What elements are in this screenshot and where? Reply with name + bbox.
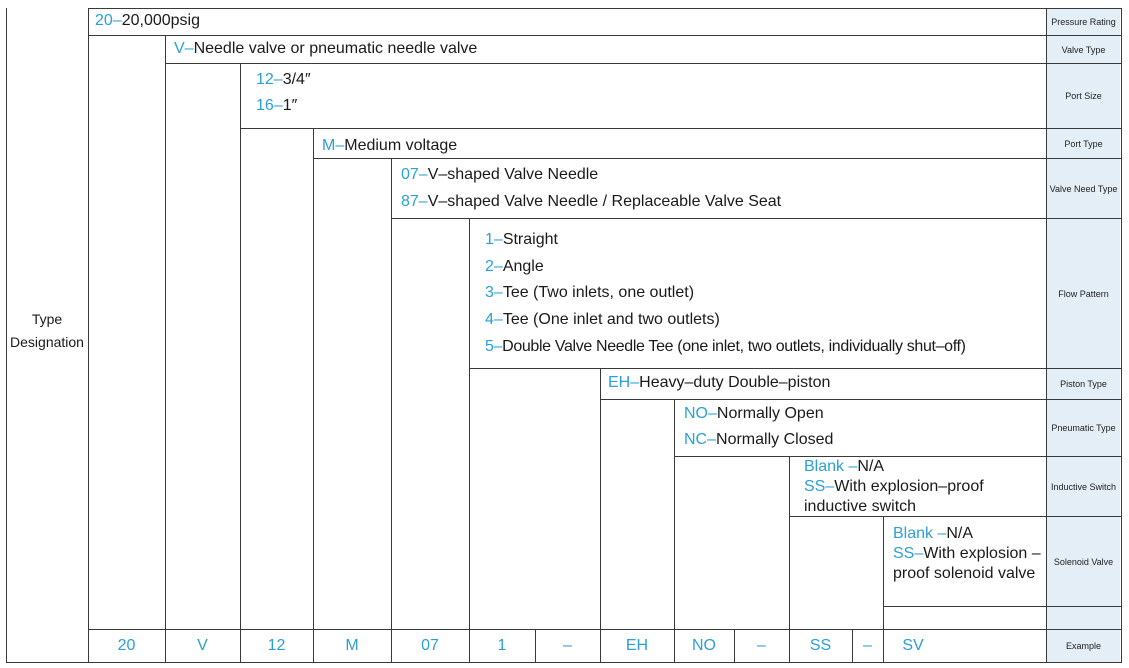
grid-line: [165, 63, 1121, 64]
option-valve-type-v: V–Needle valve or pneumatic needle valve: [174, 40, 478, 57]
grid-line: [391, 218, 1121, 219]
grid-line: [1121, 8, 1122, 663]
grid-line: [469, 218, 470, 663]
example-value: SV: [902, 637, 924, 654]
example-value: V: [197, 637, 208, 654]
type-designation-label: Type Designation: [10, 311, 84, 350]
grid-line: [88, 8, 89, 663]
row-label-solenoid-valve: Solenoid Valve: [1053, 556, 1114, 567]
grid-line: [600, 368, 601, 663]
option-flow-1: 1–Straight: [485, 231, 558, 248]
example-value: SS: [809, 637, 832, 654]
grid-line: [240, 63, 241, 663]
option-flow-4: 4–Tee (One inlet and two outlets): [485, 311, 720, 328]
option-pressure-20: 20–20,000psig: [95, 12, 200, 29]
option-inductive-ss: SS–With explosion–proof inductive switch: [804, 478, 984, 515]
option-inductive-blank: Blank –N/A: [804, 458, 885, 475]
row-label-port-size: Port Size: [1065, 91, 1102, 101]
row-label-piston-type: Piston Type: [1060, 379, 1107, 389]
option-solenoid-blank: Blank –N/A: [893, 525, 974, 542]
option-needle-07: 07–V–shaped Valve Needle: [401, 166, 599, 183]
example-value: –: [757, 637, 766, 654]
grid-line: [600, 399, 1121, 400]
option-port-type-m: M–Medium voltage: [322, 137, 458, 154]
option-solenoid-ss: SS–With explosion –proof solenoid valve: [893, 545, 1041, 582]
example-value: 07: [421, 637, 439, 654]
grid-line: [88, 35, 1121, 36]
option-piston-eh: EH–Heavy–duty Double–piston: [608, 374, 831, 391]
option-flow-5: 5–Double Valve Needle Tee (one inlet, two outlets, individually shut–off): [485, 338, 966, 355]
row-label-example: Example: [1065, 641, 1101, 651]
row-label-pressure-rating: Pressure Rating: [1051, 17, 1116, 27]
option-flow-3: 3–Tee (Two inlets, one outlet): [485, 284, 695, 301]
example-value: 12: [267, 637, 286, 654]
example-value: 1: [497, 637, 507, 654]
row-label-valve-need-type: Valve Need Type: [1049, 183, 1118, 194]
grid-line: [88, 629, 1121, 630]
grid-line: [6, 662, 1121, 663]
grid-line: [391, 158, 392, 663]
example-value: NO: [692, 637, 716, 654]
grid-line: [313, 128, 314, 663]
example-value: –: [563, 637, 572, 654]
grid-line: [240, 128, 1121, 129]
example-value: 20: [117, 637, 136, 654]
grid-line: [313, 158, 1121, 159]
example-value: –: [863, 637, 872, 654]
row-label-valve-type: Valve Type: [1061, 44, 1106, 55]
row-label-inductive-switch: Inductive Switch: [1050, 481, 1117, 492]
option-port-size-12: 12–3/4″: [256, 71, 311, 88]
option-flow-2: 2–Angle: [485, 258, 544, 275]
example-value: M: [345, 637, 359, 654]
option-pneumatic-no: NO–Normally Open: [684, 405, 824, 422]
grid-line: [883, 606, 1121, 607]
row-label-flow-pattern: Flow Pattern: [1058, 288, 1109, 299]
row-label-port-type: Port Type: [1064, 138, 1103, 149]
option-port-size-16: 16–1″: [256, 97, 298, 114]
option-needle-87: 87–V–shaped Valve Needle / Replaceable Valve Seat: [401, 193, 782, 210]
grid-line: [88, 8, 1121, 9]
grid-line: [165, 35, 166, 663]
example-value: EH: [625, 637, 649, 654]
row-label-pneumatic-type: Pneumatic Type: [1051, 423, 1116, 433]
option-pneumatic-nc: NC–Normally Closed: [684, 431, 834, 448]
grid-line: [674, 399, 675, 663]
grid-line: [469, 368, 1121, 369]
